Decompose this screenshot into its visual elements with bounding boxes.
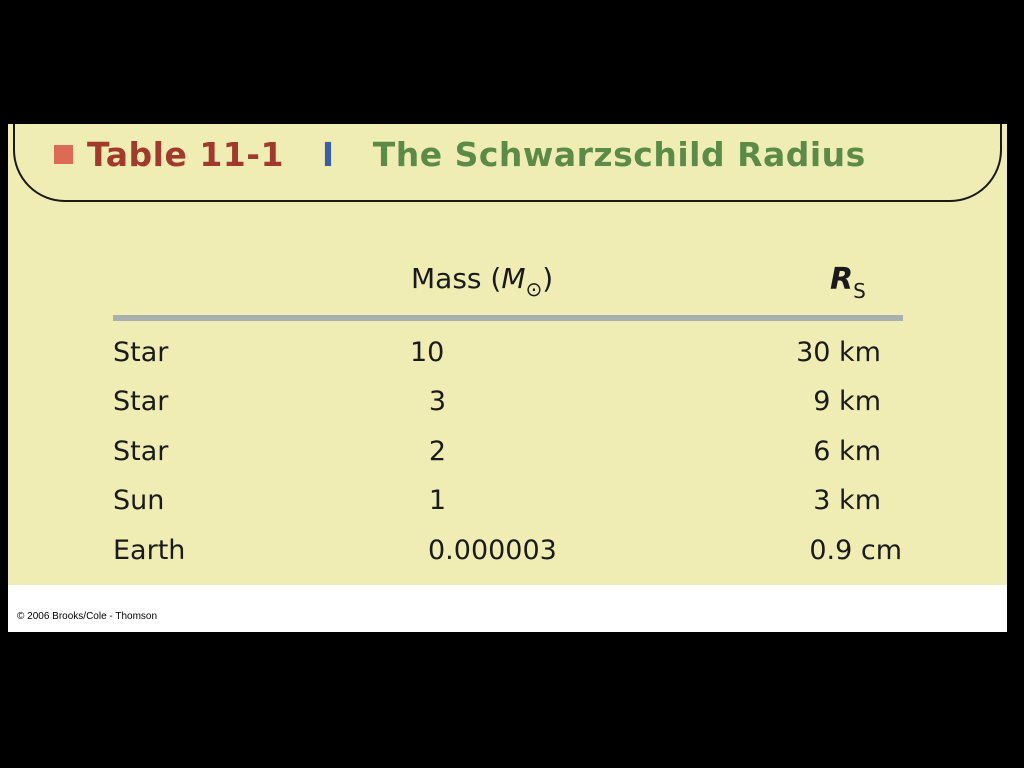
object-cell: Sun xyxy=(113,485,165,516)
table-row xyxy=(8,337,1007,377)
radius-cell: 9 km xyxy=(813,386,881,417)
table-number: Table 11-1 xyxy=(87,134,284,174)
column-header-mass: Mass $(M_⊙)$ xyxy=(411,262,554,301)
mass-cell: 10 xyxy=(410,337,445,368)
mass-cell: 1 xyxy=(428,485,446,516)
copyright-credit: © 2006 Brooks/Cole - Thomson xyxy=(17,611,158,622)
table-panel xyxy=(8,124,1007,585)
object-cell: Star xyxy=(113,337,169,368)
header-rule xyxy=(113,315,903,321)
object-cell: Star xyxy=(113,386,169,417)
sun-symbol: ⊙ xyxy=(525,277,543,301)
radius-cell: 30 km xyxy=(796,337,881,368)
mass-cell: 3 xyxy=(428,386,446,417)
table-name: The Schwarzschild Radius xyxy=(372,134,866,174)
slide xyxy=(8,124,1007,632)
radius-cell: 3 km xyxy=(813,485,881,516)
table-row xyxy=(8,436,1007,476)
title-separator: I xyxy=(321,134,335,174)
object-cell: Earth xyxy=(113,535,186,566)
object-cell: Star xyxy=(113,436,169,467)
schwarzschild-table xyxy=(8,124,1007,585)
radius-cell: 0.9 cm xyxy=(809,535,902,566)
column-header-radius: $R_S$ xyxy=(830,262,866,303)
mass-cell: 2 xyxy=(428,436,446,467)
radius-cell: 6 km xyxy=(813,436,881,467)
table-row xyxy=(8,535,1007,575)
table-row xyxy=(8,386,1007,426)
mass-cell: 0.000003 xyxy=(428,535,557,566)
table-row xyxy=(8,485,1007,525)
